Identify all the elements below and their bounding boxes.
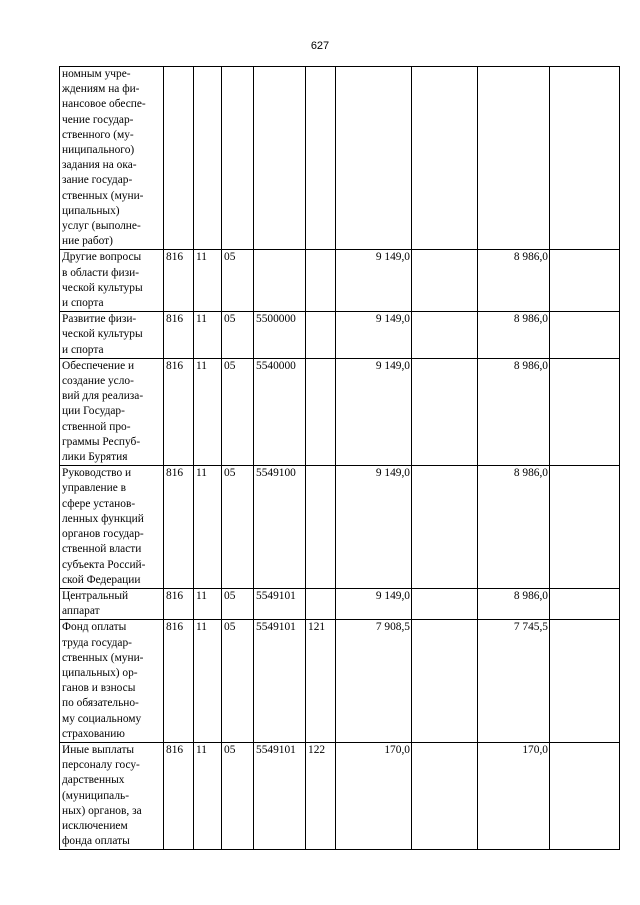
row-name: Иные выплаты персоналу госу- дарственных (муниципаль- ных) органов, за исключением фонда оплаты (60, 742, 164, 849)
row-name: номным учре- ждениям на фи- нансовое обеспе- чение государ- ственного (му- ниципального) задания на ока- зание государ- ственных (муни- ципальных) услуг (выполне- ние работ) (60, 67, 164, 250)
empty-cell (412, 466, 478, 589)
section-code: 11 (194, 312, 222, 359)
target-article-code: 5549100 (254, 466, 306, 589)
amount-year-2 (478, 67, 550, 250)
amount-year-2: 8 986,0 (478, 358, 550, 465)
empty-cell (550, 466, 620, 589)
ministry-code: 816 (164, 620, 194, 743)
table-row (60, 67, 620, 250)
row-name: Другие вопросы в области физи- ческой культуры и спорта (60, 250, 164, 312)
subsection-code: 05 (222, 466, 254, 589)
empty-cell (550, 312, 620, 359)
subsection-code: 05 (222, 620, 254, 743)
empty-cell (550, 358, 620, 465)
expense-type-code (306, 67, 336, 250)
target-article-code: 5549101 (254, 742, 306, 849)
subsection-code: 05 (222, 588, 254, 619)
amount-year-1: 170,0 (336, 742, 412, 849)
ministry-code (164, 67, 194, 250)
amount-year-2: 170,0 (478, 742, 550, 849)
ministry-code: 816 (164, 358, 194, 465)
section-code: 11 (194, 588, 222, 619)
section-code: 11 (194, 742, 222, 849)
section-code: 11 (194, 466, 222, 589)
ministry-code: 816 (164, 312, 194, 359)
subsection-code: 05 (222, 312, 254, 359)
empty-cell (412, 358, 478, 465)
ministry-code: 816 (164, 742, 194, 849)
row-name: Развитие физи- ческой культуры и спорта (60, 312, 164, 359)
amount-year-2: 8 986,0 (478, 588, 550, 619)
table-row (60, 358, 620, 465)
target-article-code: 5500000 (254, 312, 306, 359)
table-body (60, 67, 620, 850)
subsection-code (222, 67, 254, 250)
empty-cell (550, 588, 620, 619)
amount-year-2: 8 986,0 (478, 466, 550, 589)
amount-year-2: 8 986,0 (478, 250, 550, 312)
table-row (60, 620, 620, 743)
expense-type-code (306, 466, 336, 589)
target-article-code: 5549101 (254, 620, 306, 743)
empty-cell (412, 67, 478, 250)
expense-type-code: 121 (306, 620, 336, 743)
amount-year-1 (336, 67, 412, 250)
empty-cell (550, 742, 620, 849)
table-row (60, 742, 620, 849)
ministry-code: 816 (164, 466, 194, 589)
empty-cell (412, 742, 478, 849)
section-code (194, 67, 222, 250)
target-article-code: 5549101 (254, 588, 306, 619)
expense-type-code (306, 358, 336, 465)
target-article-code (254, 250, 306, 312)
amount-year-2: 7 745,5 (478, 620, 550, 743)
table-row (60, 466, 620, 589)
amount-year-2: 8 986,0 (478, 312, 550, 359)
page-number: 627 (310, 40, 330, 52)
target-article-code (254, 67, 306, 250)
subsection-code: 05 (222, 358, 254, 465)
section-code: 11 (194, 620, 222, 743)
row-name: Центральный аппарат (60, 588, 164, 619)
ministry-code: 816 (164, 588, 194, 619)
empty-cell (412, 312, 478, 359)
amount-year-1: 7 908,5 (336, 620, 412, 743)
target-article-code: 5540000 (254, 358, 306, 465)
expense-type-code (306, 250, 336, 312)
row-name: Фонд оплаты труда государ- ственных (муни- ципальных) ор- ганов и взносы по обязательно- му социальному страхованию (60, 620, 164, 743)
section-code: 11 (194, 250, 222, 312)
empty-cell (550, 67, 620, 250)
empty-cell (412, 250, 478, 312)
budget-table (59, 66, 620, 850)
amount-year-1: 9 149,0 (336, 588, 412, 619)
empty-cell (412, 620, 478, 743)
expense-type-code: 122 (306, 742, 336, 849)
ministry-code: 816 (164, 250, 194, 312)
expense-type-code (306, 588, 336, 619)
amount-year-1: 9 149,0 (336, 250, 412, 312)
row-name: Обеспечение и создание усло- вий для реализа- ции Государ- ственной про- граммы Респуб- лики Бурятия (60, 358, 164, 465)
amount-year-1: 9 149,0 (336, 312, 412, 359)
table-row (60, 250, 620, 312)
empty-cell (550, 620, 620, 743)
table-row (60, 312, 620, 359)
subsection-code: 05 (222, 250, 254, 312)
empty-cell (550, 250, 620, 312)
row-name: Руководство и управление в сфере установ- ленных функций органов государ- ственной власти субъекта Россий- ской Федерации (60, 466, 164, 589)
subsection-code: 05 (222, 742, 254, 849)
amount-year-1: 9 149,0 (336, 358, 412, 465)
table-row (60, 588, 620, 619)
section-code: 11 (194, 358, 222, 465)
expense-type-code (306, 312, 336, 359)
empty-cell (412, 588, 478, 619)
amount-year-1: 9 149,0 (336, 466, 412, 589)
